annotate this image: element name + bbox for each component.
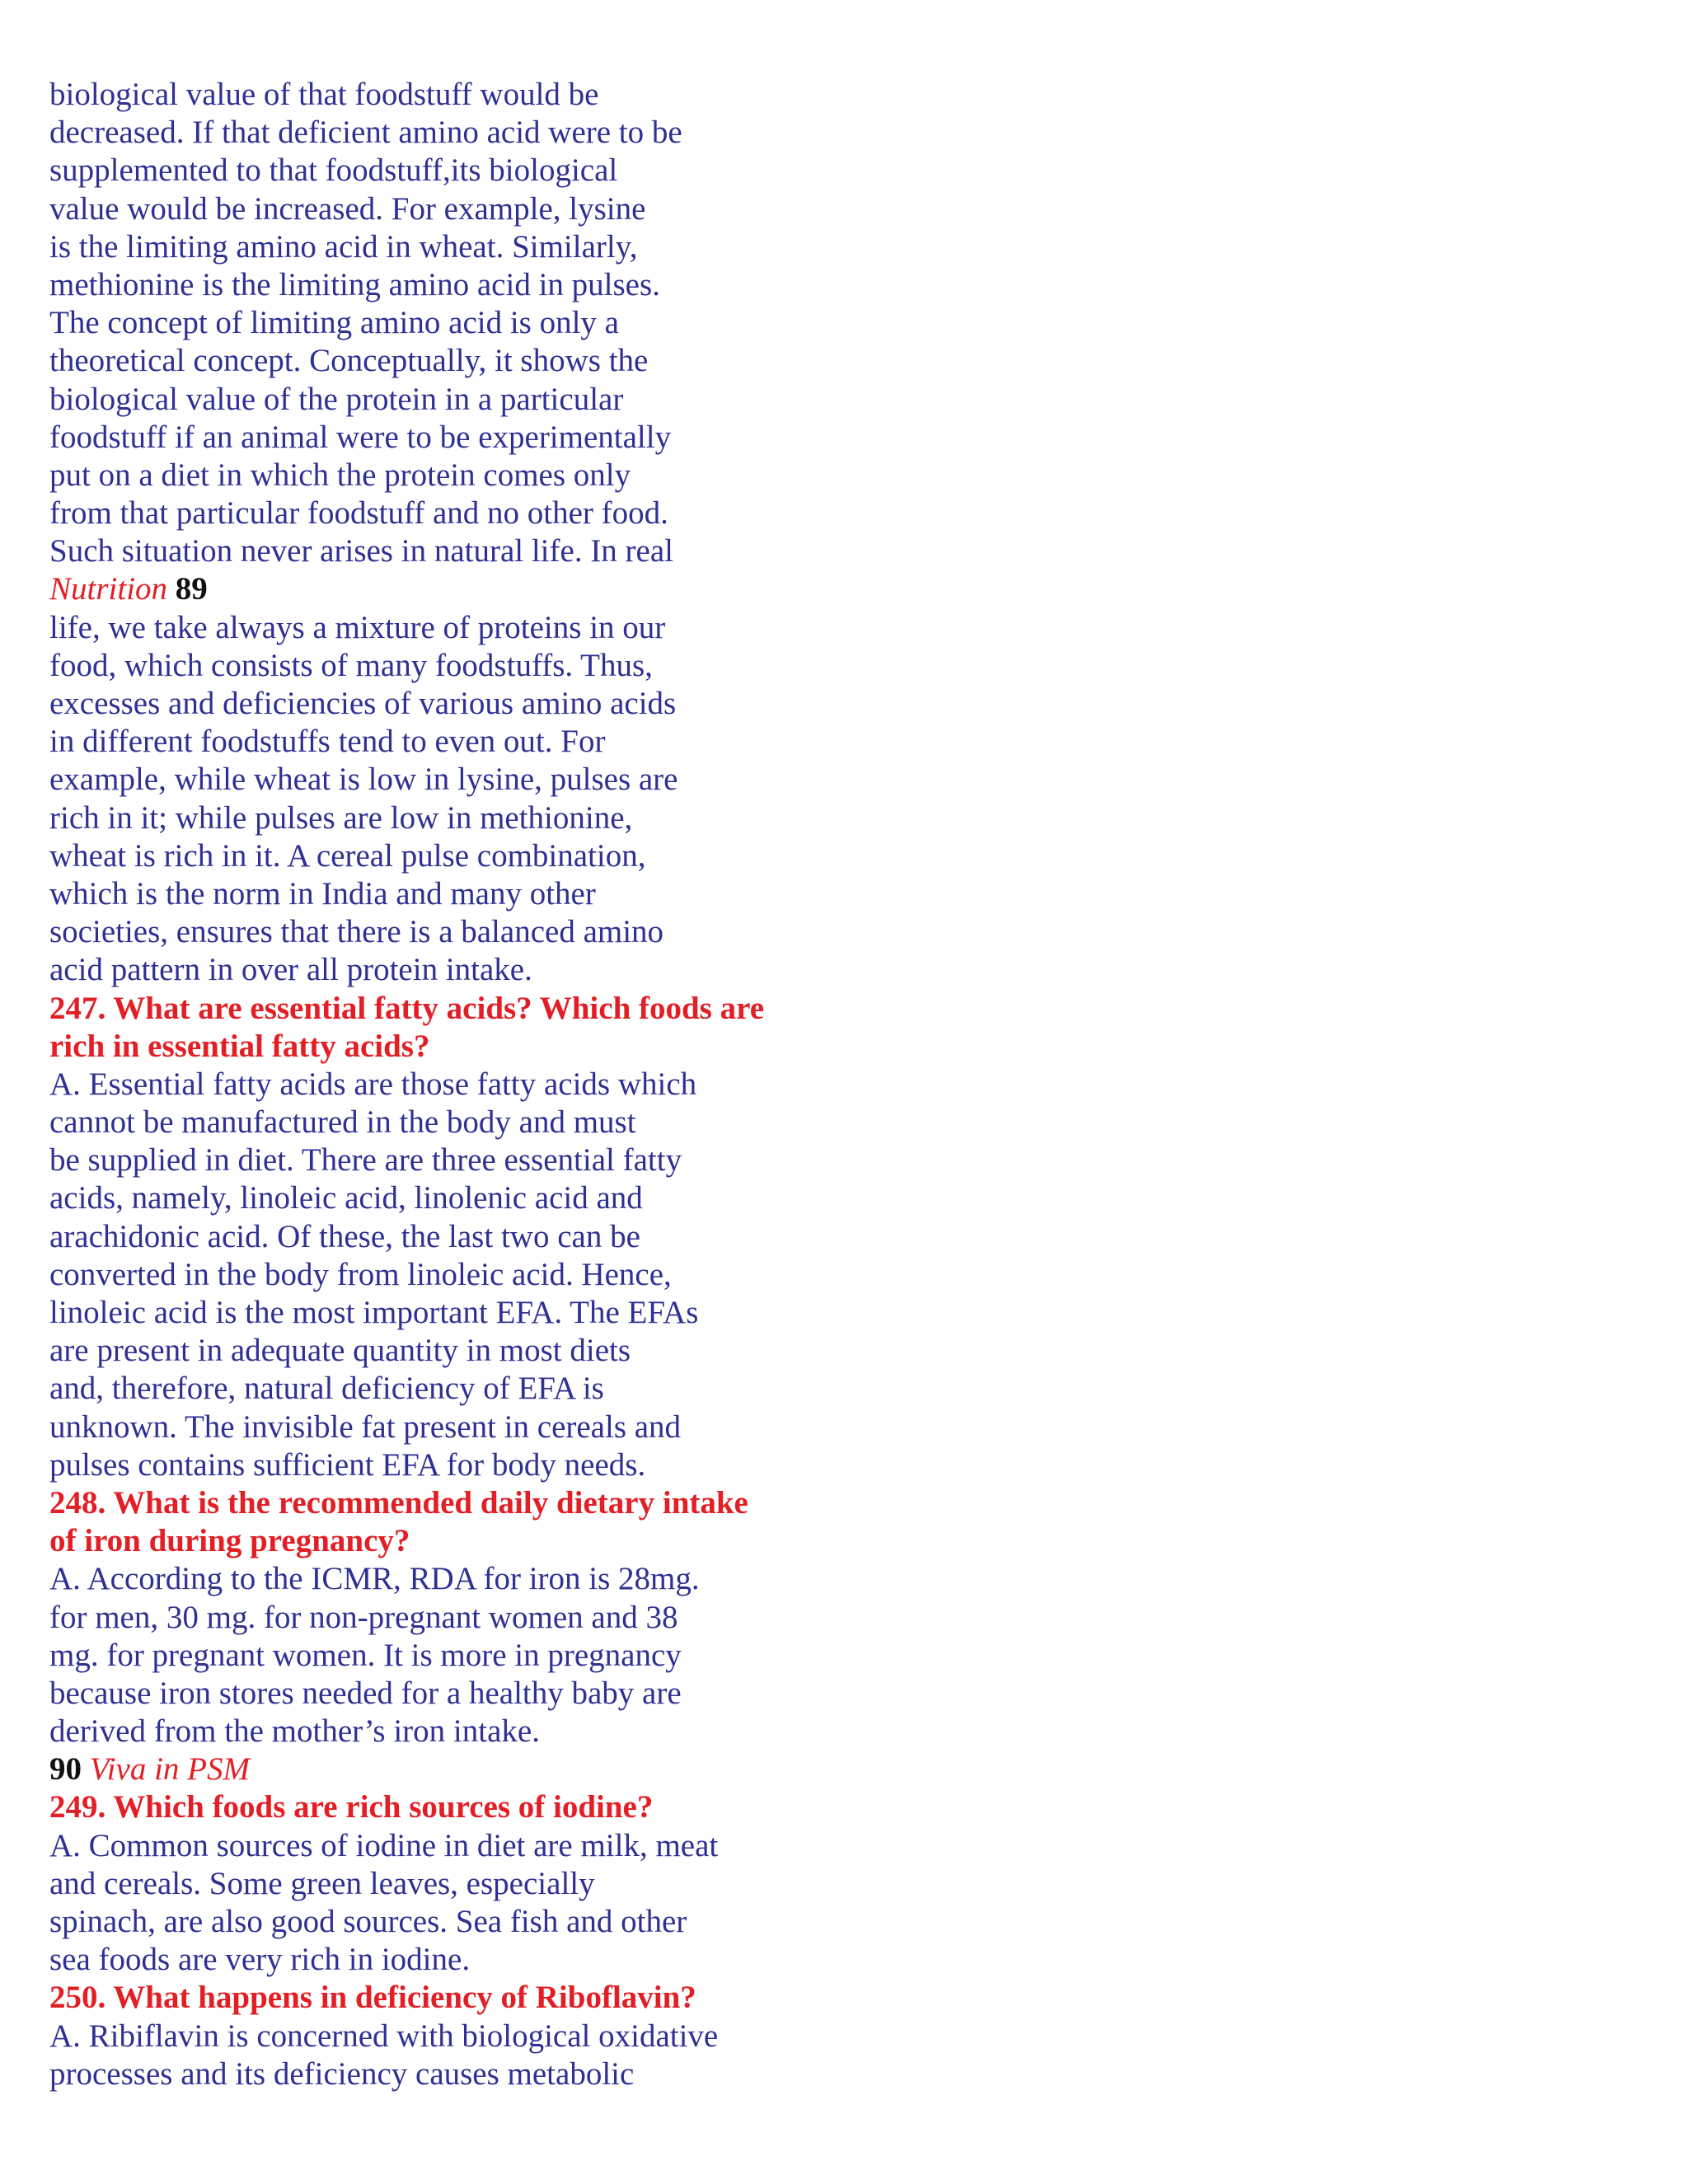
- body-text-line: A. Ribiflavin is concerned with biological oxidative: [49, 2018, 719, 2054]
- question-heading-line: 248. What is the recommended daily dietary intake: [49, 1484, 748, 1521]
- body-text-line: decreased. If that deficient amino acid were to be: [49, 115, 682, 151]
- body-text-line: supplemented to that foodstuff,its biological: [49, 152, 618, 189]
- body-text-line: mg. for pregnant women. It is more in pregnancy: [49, 1637, 682, 1673]
- body-text-line: sea foods are very rich in iodine.: [49, 1942, 471, 1978]
- question-heading-line: 249. Which foods are rich sources of iodine?: [49, 1789, 654, 1825]
- page-number: 89: [175, 571, 208, 607]
- body-text-line: for men, 30 mg. for non-pregnant women and 38: [49, 1599, 678, 1635]
- body-text-line: arachidonic acid. Of these, the last two can be: [49, 1218, 640, 1254]
- running-title: Nutrition: [49, 571, 168, 607]
- body-text-line: and cereals. Some green leaves, especially: [49, 1865, 595, 1901]
- body-text-line: linoleic acid is the most important EFA. The EFAs: [49, 1295, 699, 1330]
- body-text-line: value would be increased. For example, lysine: [49, 190, 646, 227]
- body-text-line: societies, ensures that there is a balanced amino: [49, 914, 664, 950]
- body-text-line: pulses contains sufficient EFA for body needs.: [49, 1446, 646, 1483]
- body-text-line: put on a diet in which the protein comes only: [49, 457, 631, 493]
- body-text-line: The concept of limiting amino acid is only a: [49, 305, 619, 341]
- running-title: Viva in PSM: [89, 1751, 250, 1788]
- body-text-line: life, we take always a mixture of proteins in our: [49, 609, 666, 645]
- body-text-line: from that particular foodstuff and no other food.: [49, 495, 668, 532]
- body-text-line: be supplied in diet. There are three essential fatty: [49, 1142, 682, 1179]
- body-text-line: food, which consists of many foodstuffs. Thus,: [49, 647, 653, 683]
- running-header: [49, 1750, 1615, 1788]
- body-text-line: derived from the mother’s iron intake.: [49, 1713, 540, 1750]
- body-text-line: processes and its deficiency causes metabolic: [49, 2055, 635, 2092]
- body-text-line: acids, namely, linoleic acid, linolenic acid and: [49, 1180, 643, 1216]
- document-page: [49, 76, 1615, 2093]
- body-text-line: in different foodstuffs tend to even out. For: [49, 724, 606, 760]
- body-text-line: rich in it; while pulses are low in methionine,: [49, 799, 633, 836]
- running-header: [49, 570, 1615, 608]
- question-heading-line: rich in essential fatty acids?: [49, 1028, 430, 1064]
- body-text-line: spinach, are also good sources. Sea fish and other: [49, 1904, 687, 1939]
- question-heading-line: 247. What are essential fatty acids? Which foods are: [49, 990, 765, 1026]
- body-text-line: methionine is the limiting amino acid in pulses.: [49, 266, 660, 302]
- body-text-line: biological value of that foodstuff would be: [49, 77, 599, 112]
- body-text-line: example, while wheat is low in lysine, pulses are: [49, 762, 678, 798]
- body-text-line: is the limiting amino acid in wheat. Similarly,: [49, 228, 638, 265]
- body-text-line: cannot be manufactured in the body and must: [49, 1104, 636, 1141]
- body-text-line: foodstuff if an animal were to be experimentally: [49, 419, 672, 455]
- body-text-line: A. Essential fatty acids are those fatty acids which: [49, 1066, 697, 1102]
- body-text-line: converted in the body from linoleic acid. Hence,: [49, 1256, 672, 1292]
- page-number: 90: [49, 1751, 82, 1788]
- question-heading-line: of iron during pregnancy?: [49, 1523, 410, 1559]
- body-text-line: theoretical concept. Conceptually, it shows the: [49, 343, 649, 379]
- body-text-line: which is the norm in India and many other: [49, 875, 596, 912]
- body-text-line: acid pattern in over all protein intake.: [49, 952, 532, 988]
- body-text-line: unknown. The invisible fat present in cereals and: [49, 1408, 682, 1445]
- body-text-line: because iron stores needed for a healthy baby are: [49, 1675, 682, 1711]
- body-text-line: wheat is rich in it. A cereal pulse combination,: [49, 837, 646, 874]
- body-text-line: A. According to the ICMR, RDA for iron is 28mg.: [49, 1561, 700, 1597]
- body-text-line: excesses and deficiencies of various amino acids: [49, 686, 677, 721]
- body-text-line: biological value of the protein in a particular: [49, 381, 624, 417]
- body-text-line: Such situation never arises in natural life. In real: [49, 533, 673, 569]
- question-heading-line: 250. What happens in deficiency of Riboflavin?: [49, 1980, 696, 2016]
- body-text-line: are present in adequate quantity in most diets: [49, 1333, 631, 1369]
- body-text-line: A. Common sources of iodine in diet are milk, meat: [49, 1827, 719, 1863]
- body-text-line: and, therefore, natural deficiency of EFA is: [49, 1371, 604, 1407]
